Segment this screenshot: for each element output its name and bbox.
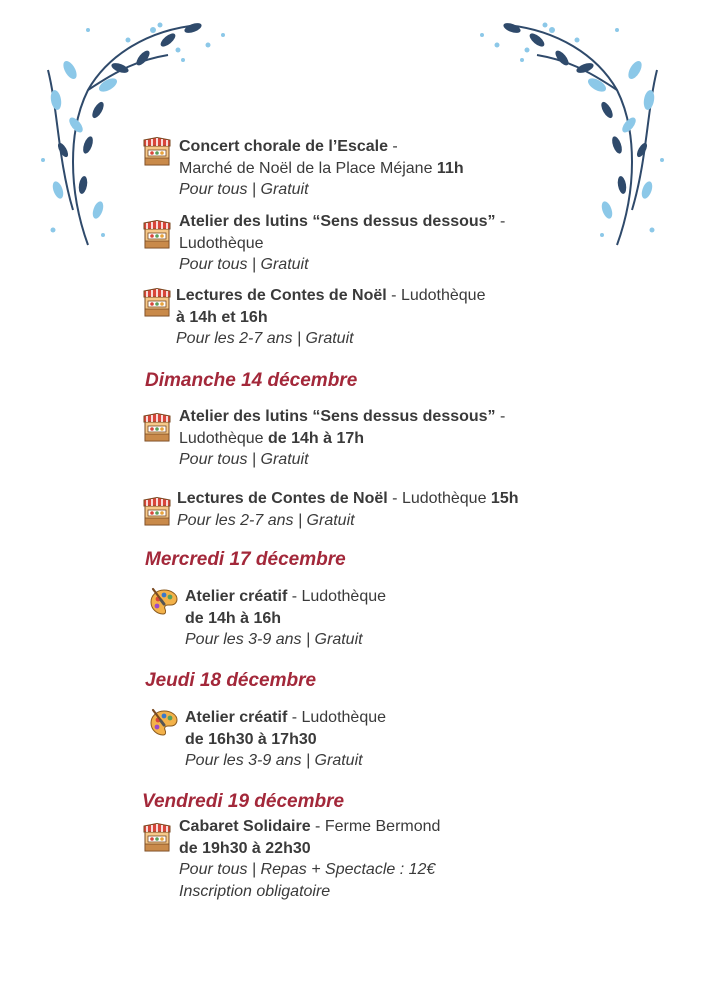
- event-title: Atelier des lutins “Sens dessus dessous”: [179, 408, 496, 425]
- event-place: Ludothèque: [179, 234, 264, 252]
- event-time: de 19h30 à 22h30: [179, 839, 311, 857]
- event-audience: Pour tous | Gratuit: [179, 451, 309, 468]
- event-lectures-contes-dimanche: [177, 488, 519, 531]
- event-note: Inscription obligatoire: [179, 882, 331, 900]
- event-title: Atelier créatif: [185, 709, 288, 726]
- event-audience: Pour les 2-7 ans | Gratuit: [177, 511, 355, 529]
- event-separator: - Ludothèque: [287, 709, 387, 726]
- event-separator: -: [495, 408, 506, 425]
- event-separator: - Ludothèque: [287, 588, 387, 605]
- event-audience: Pour les 3-9 ans | Gratuit: [185, 752, 363, 769]
- event-atelier-creatif-jeudi: [185, 707, 386, 772]
- market-stall-icon: [142, 823, 172, 853]
- market-stall-icon: [142, 137, 172, 167]
- day-heading-jeudi: Jeudi 18 décembre: [145, 670, 317, 691]
- event-cabaret-solidaire: [179, 816, 440, 902]
- event-atelier-lutins-dimanche: [179, 406, 505, 471]
- event-place: Ludothèque: [179, 429, 268, 447]
- event-time: à 14h et 16h: [176, 308, 268, 326]
- event-separator: -: [387, 138, 398, 155]
- event-title: Lectures de Contes de Noël: [177, 490, 388, 507]
- event-title: Atelier des lutins “Sens dessus dessous”: [179, 213, 496, 230]
- day-heading-dimanche: Dimanche 14 décembre: [145, 370, 358, 391]
- event-concert-chorale: [179, 136, 464, 201]
- event-title: Lectures de Contes de Noël: [176, 287, 387, 304]
- market-stall-icon: [142, 413, 172, 443]
- market-stall-icon: [142, 288, 172, 318]
- event-atelier-lutins: [179, 211, 505, 276]
- event-audience: Pour tous | Gratuit: [179, 181, 309, 198]
- event-lectures-contes: [176, 285, 485, 350]
- event-place: Marché de Noël de la Place Méjane: [179, 159, 437, 177]
- event-audience: Pour tous | Gratuit: [179, 256, 309, 273]
- event-time: de 14h à 17h: [267, 429, 365, 447]
- day-heading-mercredi: Mercredi 17 décembre: [145, 549, 346, 570]
- event-title: Cabaret Solidaire: [179, 818, 311, 835]
- event-title: Concert chorale de l’Escale: [179, 138, 388, 155]
- event-separator: - Ludothèque: [387, 490, 491, 507]
- event-audience: Pour les 3-9 ans | Gratuit: [185, 631, 363, 648]
- day-heading-vendredi: Vendredi 19 décembre: [142, 791, 345, 812]
- event-audience: Pour tous | Repas + Spectacle : 12€: [179, 861, 436, 878]
- market-stall-icon: [142, 497, 172, 527]
- event-title: Atelier créatif: [185, 588, 288, 605]
- market-stall-icon: [142, 220, 172, 250]
- event-atelier-creatif-mercredi: [185, 586, 386, 651]
- event-separator: - Ludothèque: [386, 287, 486, 304]
- event-time: 11h: [436, 159, 464, 177]
- palette-icon: [149, 587, 179, 617]
- event-separator: - Ferme Bermond: [310, 818, 441, 835]
- event-audience: Pour les 2-7 ans | Gratuit: [176, 330, 354, 347]
- event-time: 15h: [490, 490, 519, 507]
- event-time: de 14h à 16h: [185, 609, 282, 627]
- event-time: de 16h30 à 17h30: [185, 730, 317, 748]
- palette-icon: [149, 708, 179, 738]
- event-separator: -: [495, 213, 506, 230]
